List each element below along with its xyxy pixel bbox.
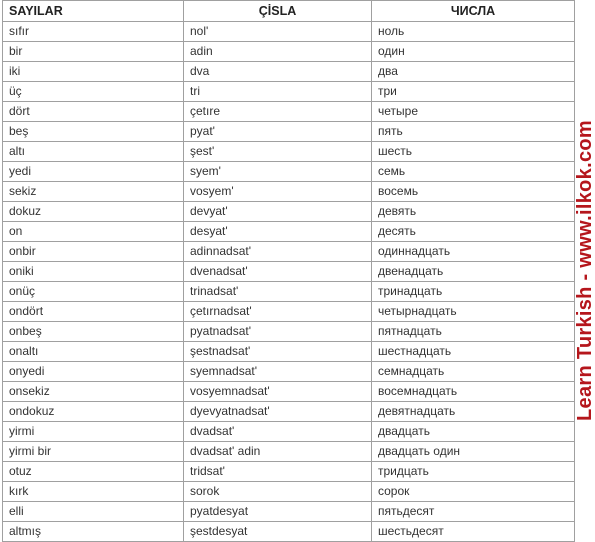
cell-russian: тридцать [372,462,575,482]
table-row [3,22,575,42]
cell-russian: один [372,42,575,62]
header-russian: ЧИСЛА [372,1,575,22]
cell-turkish: kırk [3,482,184,502]
table-body [3,22,575,542]
cell-russian: девятнадцать [372,402,575,422]
table-row [3,242,575,262]
table-row [3,322,575,342]
cell-turkish: dört [3,102,184,122]
cell-transliteration: tridsat' [184,462,372,482]
cell-transliteration: pyatnadsat' [184,322,372,342]
cell-turkish: oniki [3,262,184,282]
table-row [3,522,575,542]
cell-russian: десять [372,222,575,242]
header-turkish: SAYILAR [3,1,184,22]
cell-transliteration: desyat' [184,222,372,242]
cell-turkish: ondokuz [3,402,184,422]
cell-turkish: on [3,222,184,242]
cell-russian: сорок [372,482,575,502]
cell-turkish: altmış [3,522,184,542]
cell-russian: ноль [372,22,575,42]
table-row [3,342,575,362]
cell-turkish: beş [3,122,184,142]
cell-turkish: üç [3,82,184,102]
cell-turkish: yirmi [3,422,184,442]
cell-transliteration: sorok [184,482,372,502]
table-row [3,102,575,122]
table-row [3,382,575,402]
cell-russian: шесть [372,142,575,162]
cell-russian: пять [372,122,575,142]
table-row [3,82,575,102]
cell-transliteration: adinnadsat' [184,242,372,262]
table-row [3,282,575,302]
cell-transliteration: dvadsat' adin [184,442,372,462]
cell-russian: три [372,82,575,102]
cell-turkish: sekiz [3,182,184,202]
table-row [3,362,575,382]
cell-transliteration: tri [184,82,372,102]
table-row [3,42,575,62]
table-row [3,62,575,82]
cell-turkish: yirmi bir [3,442,184,462]
cell-transliteration: vosyem' [184,182,372,202]
cell-russian: семь [372,162,575,182]
cell-turkish: otuz [3,462,184,482]
cell-transliteration: vosyemnadsat' [184,382,372,402]
cell-turkish: onsekiz [3,382,184,402]
cell-transliteration: devyat' [184,202,372,222]
cell-turkish: onüç [3,282,184,302]
cell-russian: одиннадцать [372,242,575,262]
table-row [3,222,575,242]
cell-turkish: dokuz [3,202,184,222]
cell-russian: пятнадцать [372,322,575,342]
cell-russian: два [372,62,575,82]
cell-transliteration: dvadsat' [184,422,372,442]
cell-russian: шестнадцать [372,342,575,362]
cell-turkish: bir [3,42,184,62]
cell-transliteration: çetırnadsat' [184,302,372,322]
cell-transliteration: dyevyatnadsat' [184,402,372,422]
table-row [3,262,575,282]
cell-russian: четыре [372,102,575,122]
cell-turkish: yedi [3,162,184,182]
cell-russian: шестьдесят [372,522,575,542]
table-row [3,122,575,142]
cell-turkish: iki [3,62,184,82]
cell-turkish: altı [3,142,184,162]
cell-turkish: elli [3,502,184,522]
table-header-row [3,1,575,22]
cell-turkish: ondört [3,302,184,322]
cell-russian: двадцать [372,422,575,442]
table-row [3,502,575,522]
cell-russian: восемь [372,182,575,202]
watermark-text: Learn Turkish - www.ilkok.com [574,120,595,421]
cell-transliteration: syem' [184,162,372,182]
watermark [567,0,595,541]
cell-turkish: sıfır [3,22,184,42]
cell-turkish: onaltı [3,342,184,362]
cell-transliteration: syemnadsat' [184,362,372,382]
table-row [3,302,575,322]
cell-russian: пятьдесят [372,502,575,522]
cell-transliteration: dvenadsat' [184,262,372,282]
table-row [3,202,575,222]
cell-russian: двадцать один [372,442,575,462]
cell-transliteration: şestnadsat' [184,342,372,362]
table-row [3,142,575,162]
cell-russian: четырнадцать [372,302,575,322]
cell-russian: семнадцать [372,362,575,382]
cell-transliteration: şestdesyat [184,522,372,542]
cell-transliteration: nol' [184,22,372,42]
cell-transliteration: çetıre [184,102,372,122]
table-row [3,182,575,202]
cell-transliteration: şest' [184,142,372,162]
cell-russian: двенадцать [372,262,575,282]
cell-russian: тринадцать [372,282,575,302]
table-row [3,482,575,502]
cell-russian: восемнадцать [372,382,575,402]
cell-transliteration: dva [184,62,372,82]
cell-transliteration: adin [184,42,372,62]
cell-transliteration: trinadsat' [184,282,372,302]
table-row [3,422,575,442]
table-row [3,442,575,462]
cell-transliteration: pyatdesyat [184,502,372,522]
table-row [3,462,575,482]
cell-turkish: onbeş [3,322,184,342]
cell-russian: девять [372,202,575,222]
header-transliteration: ÇİSLA [184,1,372,22]
cell-turkish: onbir [3,242,184,262]
cell-turkish: onyedi [3,362,184,382]
table-row [3,402,575,422]
cell-transliteration: pyat' [184,122,372,142]
table-row [3,162,575,182]
numbers-vocabulary-table [2,0,575,542]
